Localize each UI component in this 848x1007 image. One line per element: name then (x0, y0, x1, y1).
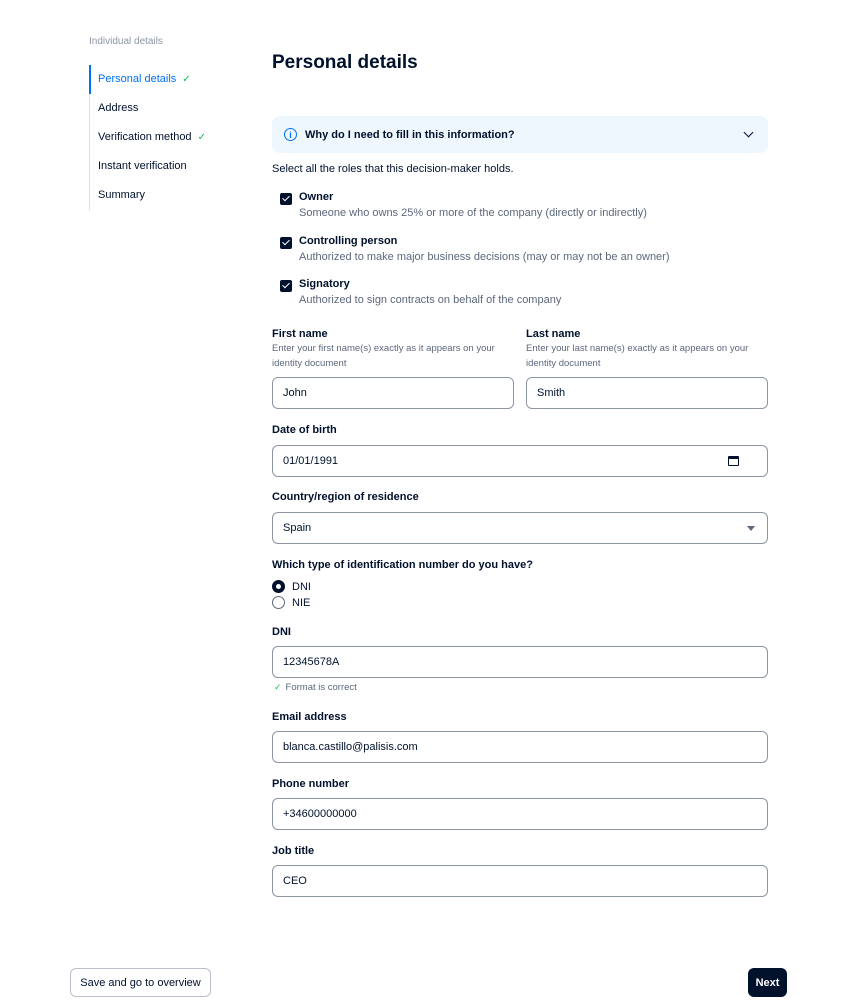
validation-text: Format is correct (285, 682, 357, 693)
sidebar-item-summary[interactable] (90, 181, 249, 210)
sidebar-item-verification-method[interactable] (90, 123, 249, 152)
first-name-field[interactable] (272, 377, 514, 409)
role-description: Authorized to sign contracts on behalf of the company (299, 294, 562, 306)
sidebar (89, 36, 249, 210)
nie-radio[interactable] (272, 596, 285, 609)
first-name-label: First name (272, 328, 328, 340)
next-button[interactable]: Next (748, 968, 787, 997)
save-and-go-to-overview-button[interactable]: Save and go to overview (70, 968, 211, 997)
sidebar-heading: Individual details (89, 36, 163, 47)
sidebar-item-label: Personal details (98, 73, 177, 85)
calendar-icon[interactable] (728, 456, 739, 466)
sidebar-item-personal-details[interactable] (90, 65, 249, 94)
country-label: Country/region of residence (272, 491, 419, 503)
role-description: Authorized to make major business decisions (may or may not be an owner) (299, 251, 670, 263)
id-type-option-nie[interactable] (272, 596, 310, 609)
job-title-value: CEO (283, 875, 307, 887)
owner-checkbox[interactable] (280, 193, 292, 205)
date-of-birth-field[interactable] (272, 445, 768, 477)
sidebar-item-instant-verification[interactable] (90, 152, 249, 181)
chevron-down-icon (744, 128, 754, 138)
dni-field[interactable] (272, 646, 768, 678)
id-type-option-dni[interactable] (272, 580, 311, 593)
check-icon: ✓ (274, 682, 282, 692)
sidebar-item-label: Address (98, 102, 139, 114)
info-icon: i (284, 128, 297, 141)
info-accordion-title: Why do I need to fill in this information? (305, 128, 515, 141)
dni-validation-message (274, 682, 357, 693)
roles-intro: Select all the roles that this decision-maker holds. (272, 163, 514, 175)
sidebar-item-label: Summary (98, 189, 146, 201)
role-title: Signatory (299, 278, 350, 290)
caret-down-icon (747, 526, 755, 531)
role-title: Controlling person (299, 235, 398, 247)
id-type-label: Which type of identification number do you have? (272, 559, 533, 571)
sidebar-item-label: Verification method (98, 131, 192, 143)
job-title-field[interactable] (272, 865, 768, 897)
signatory-checkbox[interactable] (280, 280, 292, 292)
page-title: Personal details (272, 52, 418, 73)
radio-label: NIE (292, 596, 311, 609)
last-name-field[interactable] (526, 377, 768, 409)
role-title: Owner (299, 191, 334, 203)
country-value: Spain (283, 522, 312, 534)
phone-label: Phone number (272, 778, 350, 790)
date-of-birth-label: Date of birth (272, 424, 337, 436)
first-name-help: Enter your first name(s) exactly as it appears on your identity document (272, 343, 495, 369)
country-select[interactable] (272, 512, 768, 544)
sidebar-item-label: Instant verification (98, 160, 187, 172)
phone-value: +34600000000 (283, 808, 357, 820)
sidebar-item-address[interactable] (90, 94, 249, 123)
radio-label: DNI (292, 580, 311, 593)
check-icon: ✓ (197, 132, 206, 143)
info-accordion[interactable] (272, 116, 768, 153)
date-of-birth-value: 01/01/1991 (283, 455, 339, 467)
sidebar-nav (89, 65, 249, 210)
dni-label: DNI (272, 626, 291, 638)
phone-field[interactable] (272, 798, 768, 830)
check-icon: ✓ (182, 74, 191, 85)
last-name-value: Smith (537, 387, 566, 399)
controlling-person-checkbox[interactable] (280, 237, 292, 249)
email-label: Email address (272, 711, 347, 723)
dni-radio[interactable] (272, 580, 285, 593)
first-name-value: John (283, 387, 307, 399)
last-name-help: Enter your last name(s) exactly as it appears on your identity document (526, 343, 749, 369)
email-field[interactable] (272, 731, 768, 763)
role-description: Someone who owns 25% or more of the company (directly or indirectly) (299, 207, 647, 219)
job-title-label: Job title (272, 845, 315, 857)
last-name-label: Last name (526, 328, 581, 340)
dni-value: 12345678A (283, 656, 340, 668)
email-value: blanca.castillo@palisis.com (283, 741, 418, 753)
